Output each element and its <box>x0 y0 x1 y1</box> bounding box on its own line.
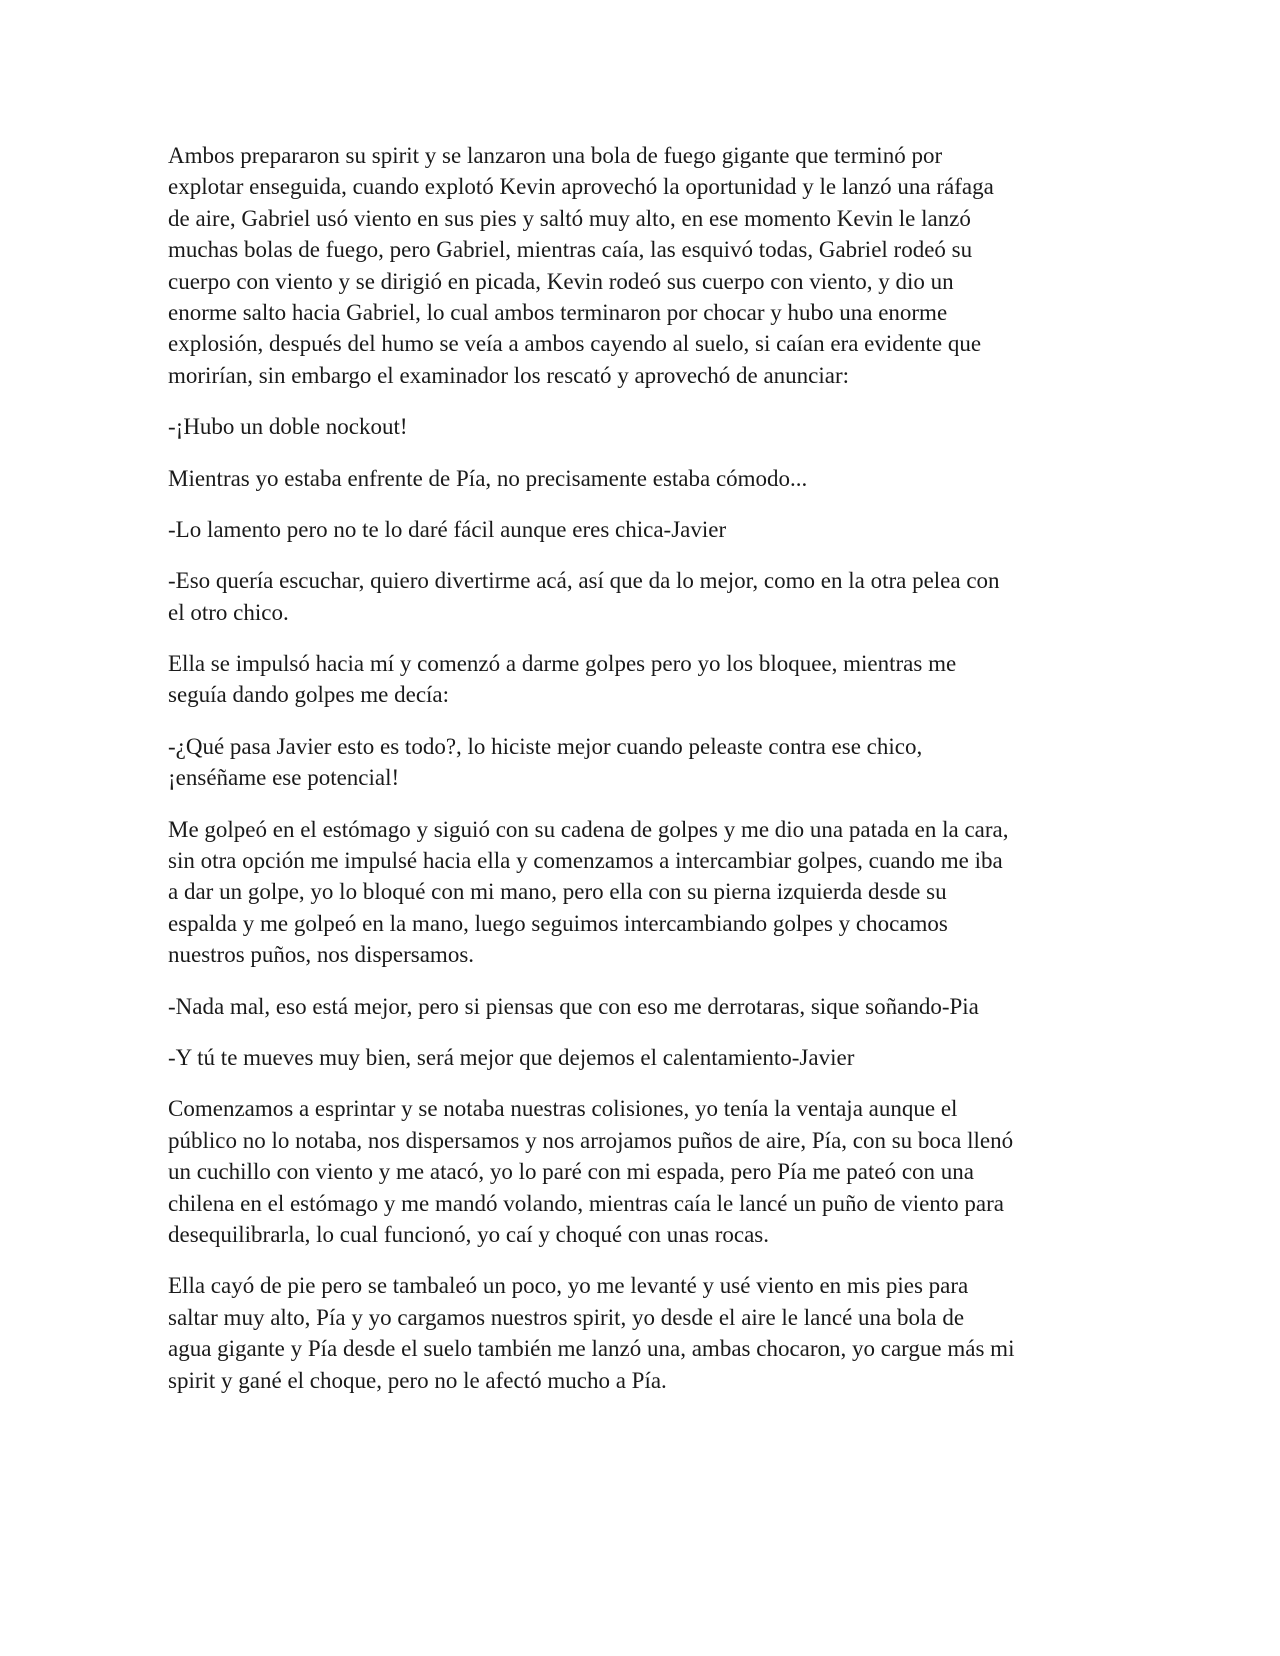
text-line: espalda y me golpeó en la mano, luego seguimos intercambiando golpes y chocamos <box>168 910 948 936</box>
text-line: el otro chico. <box>168 599 289 625</box>
text-line: agua gigante y Pía desde el suelo también me lanzó una, ambas chocaron, yo cargue más mi <box>168 1336 1015 1362</box>
text-line: Ella cayó de pie pero se tambaleó un poco, yo me levanté y usé viento en mis pies para <box>168 1273 969 1299</box>
text-line: -Eso quería escuchar, quiero divertirme acá, así que da lo mejor, como en la otra pelea con <box>168 568 1000 594</box>
text-line: saltar muy alto, Pía y yo cargamos nuestros spirit, yo desde el aire le lancé una bola de <box>168 1304 965 1330</box>
text-line: nuestros puños, nos dispersamos. <box>168 942 475 968</box>
text-line: ¡enséñame ese potencial! <box>168 765 400 791</box>
text-line: muchas bolas de fuego, pero Gabriel, mientras caía, las esquivó todas, Gabriel rodeó su <box>168 237 973 263</box>
text-line: Mientras yo estaba enfrente de Pía, no precisamente estaba cómodo... <box>168 465 808 491</box>
text-line: desequilibrarla, lo cual funcionó, yo caí y choqué con unas rocas. <box>168 1221 769 1247</box>
paragraph <box>168 731 1168 794</box>
paragraph <box>168 1093 1168 1250</box>
text-line: explotar enseguida, cuando explotó Kevin aprovechó la oportunidad y le lanzó una ráfaga <box>168 174 994 200</box>
text-line: morirían, sin embargo el examinador los rescató y aprovechó de anunciar: <box>168 362 850 388</box>
text-line: Ella se impulsó hacia mí y comenzó a darme golpes pero yo los bloquee, mientras me <box>168 651 957 677</box>
document-page <box>168 140 1168 1416</box>
paragraph <box>168 463 1168 494</box>
text-line: -Nada mal, eso está mejor, pero si piensas que con eso me derrotaras, sique soñando-Pia <box>168 993 979 1019</box>
text-line: Ambos prepararon su spirit y se lanzaron una bola de fuego gigante que terminó por <box>168 143 943 168</box>
text-line: sin otra opción me impulsé hacia ella y comenzamos a intercambiar golpes, cuando me iba <box>168 848 1003 874</box>
text-line: spirit y gané el choque, pero no le afectó mucho a Pía. <box>168 1367 667 1393</box>
text-line: de aire, Gabriel usó viento en sus pies y saltó muy alto, en ese momento Kevin le lanzó <box>168 205 971 231</box>
text-line: -¡Hubo un doble nockout! <box>168 414 408 440</box>
text-line: a dar un golpe, yo lo bloqué con mi mano, pero ella con su pierna izquierda desde su <box>168 879 947 905</box>
paragraph <box>168 1270 1168 1396</box>
text-line: -Lo lamento pero no te lo daré fácil aunque eres chica-Javier <box>168 516 727 542</box>
text-line: -¿Qué pasa Javier esto es todo?, lo hiciste mejor cuando peleaste contra ese chico, <box>168 733 923 759</box>
text-line: cuerpo con viento y se dirigió en picada, Kevin rodeó sus cuerpo con viento, y dio un <box>168 268 954 294</box>
text-line: Comenzamos a esprintar y se notaba nuestras colisiones, yo tenía la ventaja aunque el <box>168 1096 958 1122</box>
text-line: Me golpeó en el estómago y siguió con su cadena de golpes y me dio una patada en la cara, <box>168 816 1009 842</box>
paragraph <box>168 814 1168 971</box>
paragraph <box>168 514 1168 545</box>
text-line: chilena en el estómago y me mandó volando, mientras caía le lancé un puño de viento para <box>168 1190 1005 1216</box>
text-line: seguía dando golpes me decía: <box>168 682 450 708</box>
paragraph <box>168 565 1168 628</box>
paragraph <box>168 1042 1168 1073</box>
text-line: explosión, después del humo se veía a ambos cayendo al suelo, si caían era evidente que <box>168 331 982 357</box>
paragraph <box>168 991 1168 1022</box>
paragraph <box>168 648 1168 711</box>
paragraph <box>168 411 1168 442</box>
text-line: enorme salto hacia Gabriel, lo cual ambos terminaron por chocar y hubo una enorme <box>168 299 948 325</box>
text-line: público no lo notaba, nos dispersamos y nos arrojamos puños de aire, Pía, con su boca llenó <box>168 1127 1014 1153</box>
text-line: un cuchillo con viento y me atacó, yo lo paré con mi espada, pero Pía me pateó con una <box>168 1159 975 1185</box>
text-line: -Y tú te mueves muy bien, será mejor que dejemos el calentamiento-Javier <box>168 1044 855 1070</box>
paragraph <box>168 140 1168 391</box>
